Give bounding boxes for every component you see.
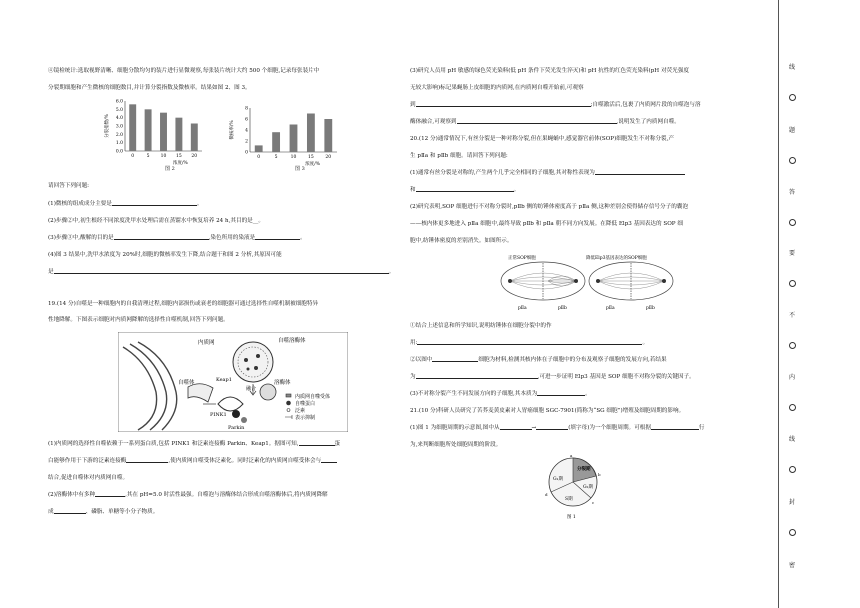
answer-blank[interactable]	[126, 457, 168, 463]
label-keap1: Keap1	[216, 377, 232, 383]
y-tick-label: 6.0	[115, 99, 123, 105]
answer-blank[interactable]	[299, 440, 335, 446]
cell-label: pⅡa	[606, 306, 615, 311]
y-tick-label: 1.0	[115, 141, 123, 147]
answer-blank[interactable]	[651, 424, 699, 430]
answer-blank[interactable]	[416, 373, 538, 379]
legend-item: 表示抑制	[295, 415, 316, 421]
x-tick-label: 20	[191, 154, 198, 159]
q19-answer-1-cont: 白能够作用于下游的泛素连接酶 ,使内质网自噬受体泛素化。同时泛素化的内质网自噬受体会与	[48, 457, 337, 465]
answer-blank[interactable]	[112, 200, 197, 206]
label-normal-sop: 正常SOP细胞	[508, 256, 536, 261]
binding-char: 不	[788, 312, 795, 319]
binding-hole	[789, 342, 796, 349]
cell-label: pⅡb	[646, 306, 655, 311]
cell-cycle-diagram	[543, 454, 603, 520]
answer-blank[interactable]	[54, 268, 389, 274]
answer-blank[interactable]	[500, 424, 532, 430]
cell-label: pⅡb	[558, 306, 567, 311]
label-pink1: PINK1	[210, 412, 227, 418]
x-tick-label: 0	[131, 154, 135, 159]
binding-margin	[776, 0, 860, 608]
q18-3-line4: 酶体融合,可观察到 ,说明发生了内质网自噬。	[410, 119, 680, 125]
answer-blank[interactable]	[321, 457, 337, 463]
q19-line2: 性地降解。下图表示细胞对内质网降解的选择性自噬机制,回答下列问题。	[48, 317, 229, 323]
x-tick-label: 10	[290, 155, 297, 160]
x-tick-label: 5	[274, 155, 278, 160]
y-axis-label: 微核率/%	[230, 120, 235, 140]
label-parkin: Parkin	[228, 425, 245, 431]
q20-intro-2: 生 pⅡa 和 pⅡb 细胞。请回答下列问题:	[410, 153, 508, 159]
cell-label: pⅡa	[518, 306, 527, 311]
x-tick-label: 15	[308, 155, 314, 160]
answer-blank[interactable]	[432, 356, 478, 362]
binding-hole	[789, 529, 796, 536]
y-tick-label: 3.0	[115, 124, 123, 130]
figure-3-caption: 图 3	[295, 166, 305, 172]
q18-3-line2: 无较大影响)标记果蝇肠上皮细胞的内质网,在内质网自噬开始前,可观察	[410, 85, 584, 91]
q21-1: (1)图 1 为细胞周期的示意图,图中从 → (填字母)为一个细胞周期。可根据 行	[410, 425, 705, 431]
q20-2-line3: 胞中,纺锤体密度的差别消失。如图所示。	[410, 238, 513, 244]
answer-blank[interactable]	[416, 186, 514, 192]
q20-1-cont: 和 。	[410, 187, 520, 193]
x-tick-label: 20	[325, 155, 332, 160]
question-3: (3)步骤③中,酸解的目的是 ,染色所用的染液是 。	[48, 235, 306, 241]
x-tick-label: 15	[176, 154, 182, 159]
binding-hole	[789, 157, 796, 164]
legend-item: 自噬蛋白	[295, 401, 316, 407]
y-tick-label: 6	[245, 117, 248, 123]
answer-blank[interactable]	[536, 424, 568, 430]
label-er: 内质网	[198, 340, 215, 346]
q18-3-line3: 到 ;自噬激活后,包裹了内质网片段的自噬泡与溶	[410, 102, 701, 108]
binding-char: 内	[788, 374, 795, 381]
bar	[272, 132, 280, 152]
q20-2-line2: ——核内体更多地进入 pⅡa 细胞中,最终导致 pⅡb 和 pⅡa 朝不同方向发展。在降低 Elp3 基因表达的 SOP 细	[410, 221, 683, 227]
q21-1-cont: 为,来判断细胞所处细胞周期的阶段。	[410, 442, 502, 448]
autophagy-diagram	[118, 332, 348, 432]
x-axis-label: 浓度/%	[173, 161, 188, 165]
answer-blank[interactable]	[95, 491, 125, 497]
bar	[290, 125, 298, 153]
y-tick-label: 0.0	[115, 149, 123, 155]
binding-hole	[789, 219, 796, 226]
y-tick-label: 8	[245, 106, 248, 112]
figure-1-caption: 图 1	[567, 515, 576, 520]
binding-char: 线	[788, 64, 795, 71]
bar	[160, 113, 167, 151]
binding-hole	[789, 280, 796, 287]
spindle-diagram	[498, 251, 678, 311]
binding-char: 封	[788, 499, 795, 506]
q19-answer-2-cont: 成 、磷脂、单糖等小分子物质。	[48, 509, 159, 515]
step4-line2: 分裂期细胞和产生微核的细胞数目,并计算分裂指数及微核率。结果如图 2、图 3。	[48, 85, 251, 91]
bar	[255, 145, 263, 152]
x-tick-label: 5	[146, 154, 150, 159]
label-low-elp3: 降低Elp3基因表达的SOP细胞	[586, 256, 647, 261]
q20-2-sub2: ②以图中 细胞为材料,检测其核内体在子细胞中的分布及观察子细胞的发展方向,若结果	[410, 357, 667, 363]
bar	[324, 119, 332, 152]
bar	[191, 124, 198, 152]
figure-3-chart	[228, 104, 343, 166]
bar	[145, 109, 152, 151]
q20-2-sub1: ①结合上述信息和所学知识,说明纺锤体在细胞分裂中的作	[410, 323, 552, 329]
bar	[129, 104, 136, 151]
question-2: (2)步骤②中,初生根经不同浓度洗甲水处理后需在蒸馏水中恢复培养 24 h,其目的是__。	[48, 218, 264, 224]
q21-intro: 21.(10 分)科研人员研究了苦荞麦黄皮素对人胃癌细胞 SGC-7901(简称为“SG 细胞”)增殖及细胞周期的影响。	[410, 408, 685, 414]
point-label: b	[598, 472, 601, 477]
phase-label: G₂期	[583, 485, 593, 490]
answer-blank[interactable]	[54, 508, 86, 514]
question-1: (1)微核的组成成分主要是 。	[48, 201, 203, 207]
questions-intro: 请回答下列问题:	[48, 183, 90, 189]
y-axis-label: 分裂指数/%	[105, 114, 110, 138]
answer-blank[interactable]	[595, 169, 685, 175]
binding-char: 密	[788, 562, 795, 569]
label-lysosome: 溶酶体	[274, 380, 291, 386]
figure-2-caption: 图 2	[165, 166, 175, 172]
y-tick-label: 2.0	[115, 132, 123, 138]
y-tick-label: 5.0	[115, 107, 123, 113]
y-tick-label: 4	[245, 128, 248, 134]
q19-answer-1: (1)内质网的选择性自噬依赖于一系列蛋白质,包括 PINK1 和泛素连接酶 Parkin、Keap1。据图可知, 蛋	[48, 441, 341, 447]
legend-item: 泛素	[295, 408, 306, 414]
q20-2-line1: (2)研究表明,SOP 细胞进行不对称分裂时,pⅡb 侧的纺锤体密度高于 pⅡa 侧,这种差别会使得储存信号分子的囊泡	[410, 204, 688, 210]
question-4: (4)图 3 结果中,洗甲水浓度为 20%时,细胞的微核率发生下降,结合题干和图 2 分析,其原因可能	[48, 252, 282, 258]
binding-char: 要	[788, 250, 795, 257]
binding-hole	[789, 94, 796, 101]
step4-line1: ④镜检统计:选取视野清晰、细胞分散均匀的装片进行显微观察,每张装片统计大约 500 个细胞,记录每张装片中	[48, 68, 320, 74]
question-4-cont: 是 。	[48, 269, 395, 275]
answer-blank[interactable]	[537, 390, 585, 396]
phase-label: 分裂期	[577, 467, 591, 472]
label-fusion: 融合	[246, 386, 257, 392]
answer-blank[interactable]	[457, 118, 617, 124]
x-axis-label: 浓度/%	[305, 162, 321, 166]
bar	[175, 118, 182, 151]
point-label: a	[570, 454, 573, 458]
q20-3: (3)不对称分裂产生不同发展方向的子细胞,其本质为 。	[410, 391, 591, 397]
binding-hole	[789, 466, 796, 473]
q19-answer-1-end: 结合,促进自噬体对内质网自噬。	[48, 475, 129, 481]
bar	[307, 114, 315, 153]
legend-item: 内质网自噬受体	[295, 394, 331, 400]
binding-char: 答	[788, 189, 795, 196]
binding-hole	[789, 404, 796, 411]
label-autophagosome: 自噬体	[178, 380, 195, 386]
q20-2-sub2-cont: 为 ,可进一步证明 Elp3 基因是 SOP 细胞不对称分裂的关键因子。	[410, 374, 695, 380]
q20-intro-1: 20.(12 分)通常情况下,有丝分裂是一种对称分裂,但在果蝇蛹中,感觉器官前体(SOP)细胞发生不对称分裂,产	[410, 136, 674, 142]
figure-2-chart	[103, 97, 208, 165]
label-autolysosome: 自噬溶酶体	[278, 338, 306, 344]
q20-2-sub1-cont: 用: 。	[410, 340, 649, 346]
q19-answer-2: (2)溶酶体中有多种 ,其在 pH=5.0 时活性最强。自噬泡与溶酶体结合形成自噬溶酶体后,将内质网降解	[48, 492, 328, 498]
q20-1: (1)通常有丝分裂是对称的,产生两个几乎完全相同的子细胞,其对称性表现为	[410, 169, 685, 177]
phase-label: S期	[565, 497, 573, 502]
answer-blank[interactable]	[417, 339, 642, 345]
y-tick-label: 4.0	[115, 116, 123, 122]
q19-line1: 19.(14 分)自噬是一种细胞内的自我清理过程,细胞内部损伤或衰老的细胞器可通过选择性自噬机制被细胞特异	[48, 301, 319, 307]
x-tick-label: 0	[257, 155, 261, 160]
y-tick-label: 0	[245, 150, 248, 156]
point-label: d	[545, 492, 548, 497]
x-tick-label: 10	[160, 154, 167, 159]
binding-char: 题	[788, 127, 795, 134]
binding-char: 线	[788, 436, 795, 443]
phase-label: G₁期	[553, 477, 563, 482]
point-label: c	[592, 500, 595, 505]
answer-blank[interactable]	[114, 234, 209, 240]
answer-blank[interactable]	[416, 101, 591, 107]
answer-blank[interactable]	[255, 234, 300, 240]
y-tick-label: 2	[245, 139, 248, 145]
q18-3-line1: (3)研究人员用 pH 敏感的绿色荧光染料(低 pH 条件下荧光发生淬灭)和 pH 抗性的红色荧光染料(pH 对荧光强度	[410, 68, 689, 74]
